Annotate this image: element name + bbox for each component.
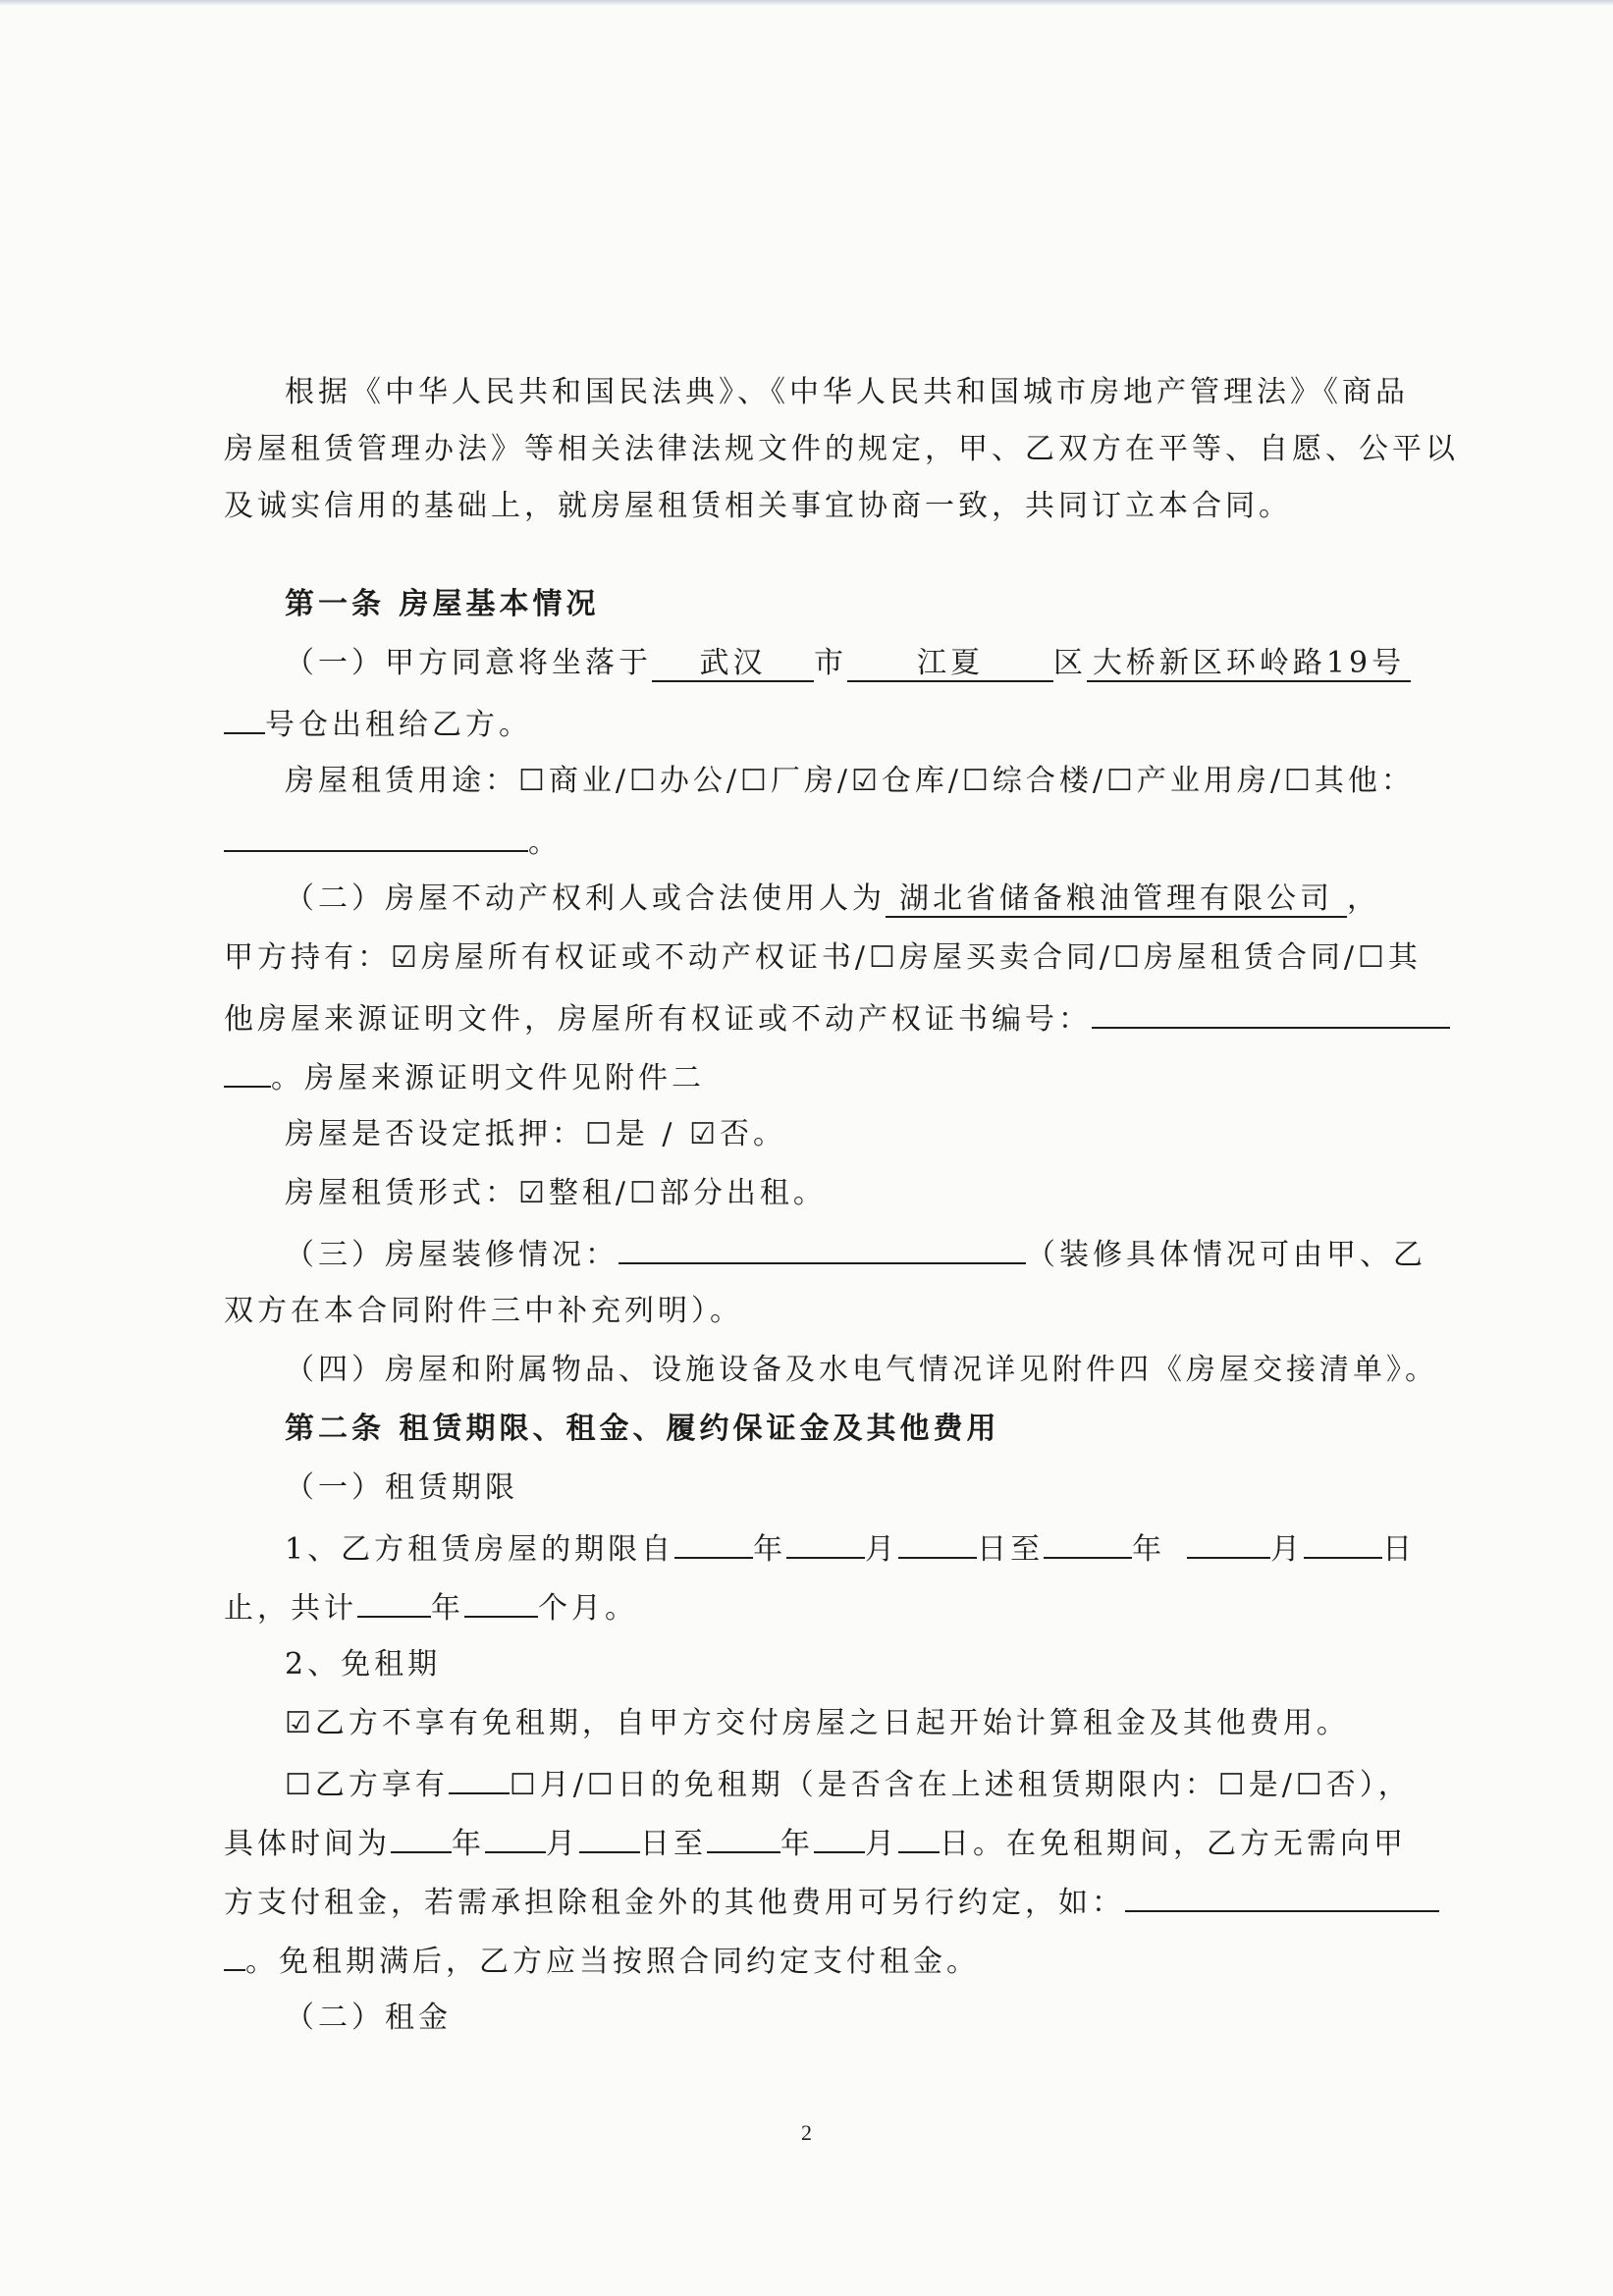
article1-s1-cont (224, 703, 532, 745)
city-field: 武汉 (652, 647, 814, 682)
article2-sub2: （二）租金 (285, 2001, 452, 2035)
decoration-blank (618, 1233, 1026, 1264)
pay-text: 方支付租金，若需承担除租金外的其他费用可另行约定，如： (224, 1886, 1125, 1920)
district-field: 江夏 (847, 647, 1053, 682)
start-year-blank (674, 1527, 753, 1559)
s2-comma: ， (1347, 881, 1380, 916)
free-start-year (391, 1822, 452, 1853)
intro-line-2: 房屋租赁管理办法》等相关法律法规文件的规定，甲、乙双方在平等、自愿、公平以 (224, 432, 1459, 466)
cert-line (224, 997, 1450, 1040)
s1-prefix: （一）甲方同意将坐落于 (285, 646, 652, 680)
lease-form-line: 房屋租赁形式：☑整租/☐部分出租。 (285, 1176, 827, 1210)
free-have-a: ☐乙方享有 (285, 1768, 449, 1802)
cert-number-blank-cont (224, 1056, 271, 1088)
day-label: 日 (1382, 1532, 1417, 1567)
scan-edge (0, 0, 1613, 6)
free-end-month (814, 1822, 865, 1853)
start-month-blank (786, 1527, 865, 1559)
year-label-2: 年 (1132, 1532, 1166, 1567)
month-label-3: 月 (546, 1827, 579, 1861)
cert-end-text: 。房屋来源证明文件见附件二 (271, 1061, 705, 1095)
article2-sub1: （一）租赁期限 (285, 1470, 518, 1505)
year-label-3: 年 (431, 1591, 464, 1626)
free-end-year (707, 1822, 780, 1853)
free-start-month (485, 1822, 546, 1853)
article1-s2-line (285, 880, 1380, 919)
specific-label: 具体时间为 (224, 1827, 391, 1861)
cert-number-blank (1092, 997, 1450, 1029)
cert-text: 他房屋来源证明文件，房屋所有权证或不动产权证书编号： (224, 1002, 1092, 1037)
after-text: 。免租期满后，乙方应当按照合同约定支付租金。 (245, 1945, 980, 1979)
month-label-2: 月 (1270, 1532, 1305, 1567)
to-label: 日至 (977, 1532, 1045, 1567)
s3-prefix: （三）房屋装修情况： (285, 1238, 618, 1272)
year-label-5: 年 (780, 1827, 814, 1861)
free-day-end: 日。在免租期间，乙方无需向甲 (940, 1827, 1407, 1861)
year-label-4: 年 (452, 1827, 485, 1861)
article1-s3-cont: 双方在本合同附件三中补充列明）。 (224, 1294, 743, 1328)
s2-prefix: （二）房屋不动产权利人或合法使用人为 (285, 881, 886, 916)
pay-line (224, 1881, 1439, 1923)
end-day-blank (1304, 1527, 1382, 1559)
intro-line-1: 根据《中华人民共和国民法典》、《中华人民共和国城市房地产管理法》《商品 (285, 375, 1409, 409)
term-line-2 (224, 1586, 638, 1629)
free-start-day (579, 1822, 640, 1853)
month-label-4: 月 (865, 1827, 898, 1861)
article1-s4: （四）房屋和附属物品、设施设备及水电气情况详见附件四《房屋交接清单》。 (285, 1353, 1438, 1387)
article1-s3-line (285, 1233, 1426, 1275)
free-end-day (898, 1822, 940, 1853)
term-a: 1、乙方租赁房屋的期限自 (285, 1532, 675, 1567)
use-other-line (224, 821, 562, 863)
free-have-b: ☐月/☐日的免租期（是否含在上述租赁期限内：☐是/☐否）， (509, 1768, 1412, 1802)
end-month-blank (1187, 1527, 1270, 1559)
free-title: 2、免租期 (285, 1647, 442, 1682)
blank-underline (224, 703, 265, 734)
address-field: 大桥新区环岭路19号 (1087, 647, 1411, 682)
month-label: 月 (865, 1532, 899, 1567)
s3-suffix: （装修具体情况可由甲、乙 (1026, 1238, 1426, 1272)
total-month-blank (464, 1586, 538, 1618)
free-have-line (285, 1763, 1412, 1805)
start-day-blank (898, 1527, 977, 1559)
end-year-blank (1044, 1527, 1132, 1559)
other-fee-blank (1125, 1881, 1439, 1912)
owner-field: 湖北省储备粮油管理有限公司 (886, 882, 1347, 918)
article2-title: 第二条 租赁期限、租金、履约保证金及其他费用 (285, 1412, 1000, 1446)
other-fee-blank-cont (224, 1940, 245, 1971)
specific-time-line (224, 1822, 1407, 1864)
s1-cont-text: 号仓出租给乙方。 (265, 708, 532, 742)
total-year-blank (357, 1586, 431, 1618)
intro-line-3: 及诚实信用的基础上，就房屋租赁相关事宜协商一致，共同订立本合同。 (224, 489, 1292, 523)
city-unit: 市 (814, 646, 847, 680)
other-use-blank (224, 821, 528, 852)
term-b: 止，共计 (224, 1591, 357, 1626)
hold-line: 甲方持有：☑房屋所有权证或不动产权证书/☐房屋买卖合同/☐房屋租赁合同/☐其 (224, 940, 1422, 975)
district-unit: 区 (1053, 646, 1087, 680)
free-count-blank (449, 1763, 510, 1794)
article1-s1-line (285, 644, 1411, 683)
term-line (285, 1527, 1416, 1570)
use-line: 房屋租赁用途：☐商业/☐办公/☐厂房/☑仓库/☐综合楼/☐产业用房/☐其他： (285, 764, 1415, 798)
article1-title: 第一条 房屋基本情况 (285, 587, 600, 621)
after-line (224, 1940, 980, 1982)
year-label: 年 (753, 1532, 787, 1567)
use-end: 。 (528, 826, 562, 860)
cert-end-line (224, 1056, 705, 1098)
free-none-line: ☑乙方不享有免租期，自甲方交付房屋之日起开始计算租金及其他费用。 (285, 1706, 1350, 1740)
mortgage-line: 房屋是否设定抵押：☐是 / ☑否。 (285, 1117, 786, 1151)
to-label-2: 日至 (640, 1827, 707, 1861)
page-number: 2 (801, 2120, 812, 2145)
months-label: 个月。 (538, 1591, 638, 1626)
